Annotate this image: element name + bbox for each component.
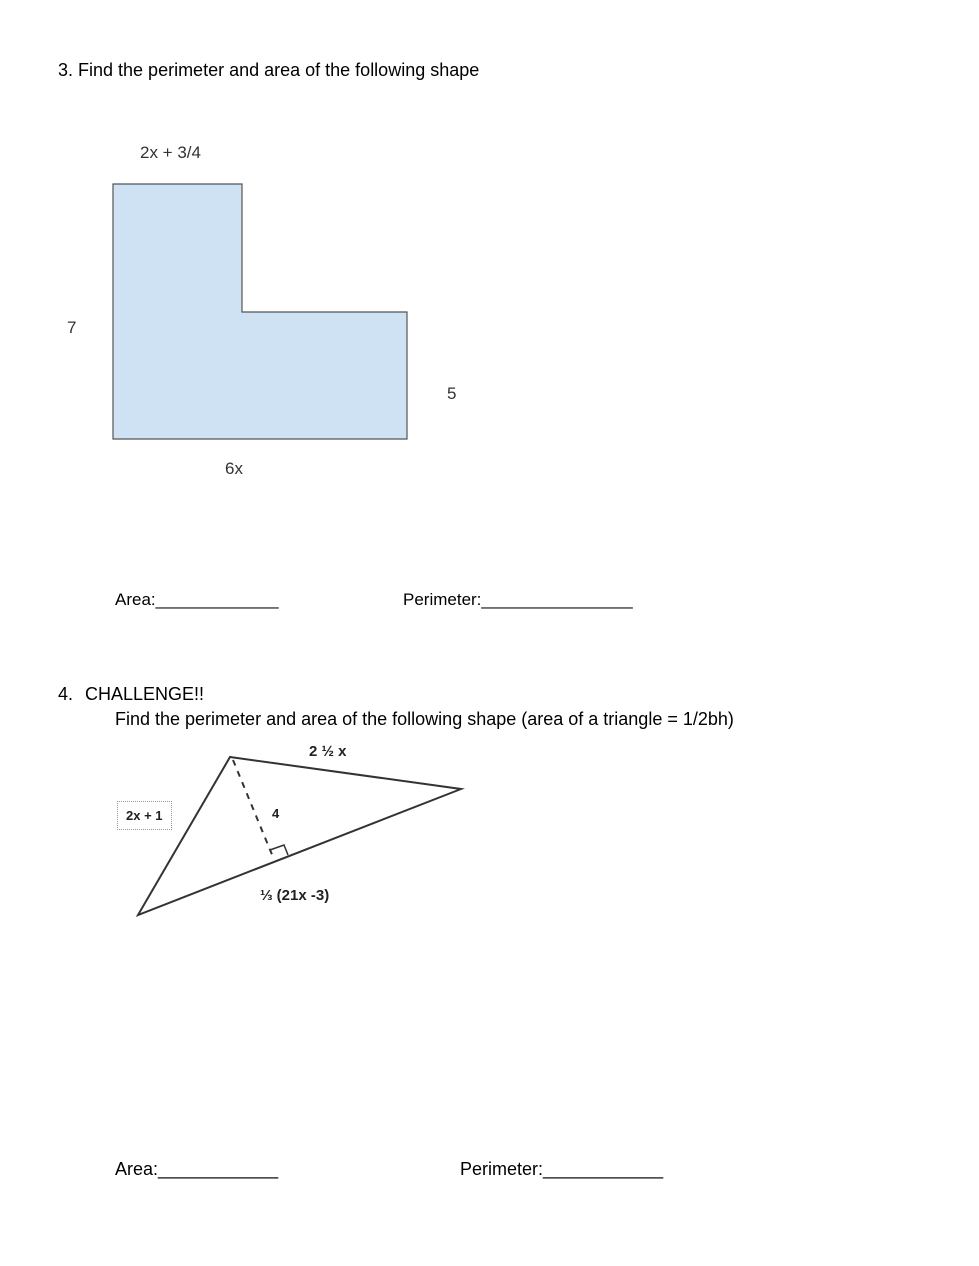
question-4-number: 4.	[58, 684, 74, 704]
shape-right-label: 5	[447, 384, 457, 403]
q4-perimeter-answer[interactable]: Perimeter:____________	[460, 1159, 664, 1179]
triangle-left-label: 2x + 1	[117, 801, 172, 830]
triangle-height-line	[233, 760, 273, 857]
triangle-bottom-label: ⅓ (21x -3)	[260, 887, 330, 904]
q3-perimeter-answer[interactable]: Perimeter:________________	[403, 590, 633, 609]
shape-top-label: 2x + 3/4	[140, 143, 201, 162]
right-angle-marker	[270, 845, 288, 855]
question-3-prompt: 3. Find the perimeter and area of the following shape	[58, 60, 480, 80]
question-4-title: CHALLENGE!!	[85, 684, 205, 704]
triangle-height-label: 4	[272, 806, 280, 821]
q3-area-answer[interactable]: Area:_____________	[115, 590, 279, 609]
q4-area-answer[interactable]: Area:____________	[115, 1159, 279, 1179]
shape-bottom-label: 6x	[225, 459, 243, 478]
l-shape	[113, 184, 407, 439]
question-4-prompt: Find the perimeter and area of the following shape (area of a triangle = 1/2bh)	[115, 709, 734, 729]
shape-left-label: 7	[67, 318, 77, 337]
triangle-top-label: 2 ½ x	[309, 743, 347, 760]
